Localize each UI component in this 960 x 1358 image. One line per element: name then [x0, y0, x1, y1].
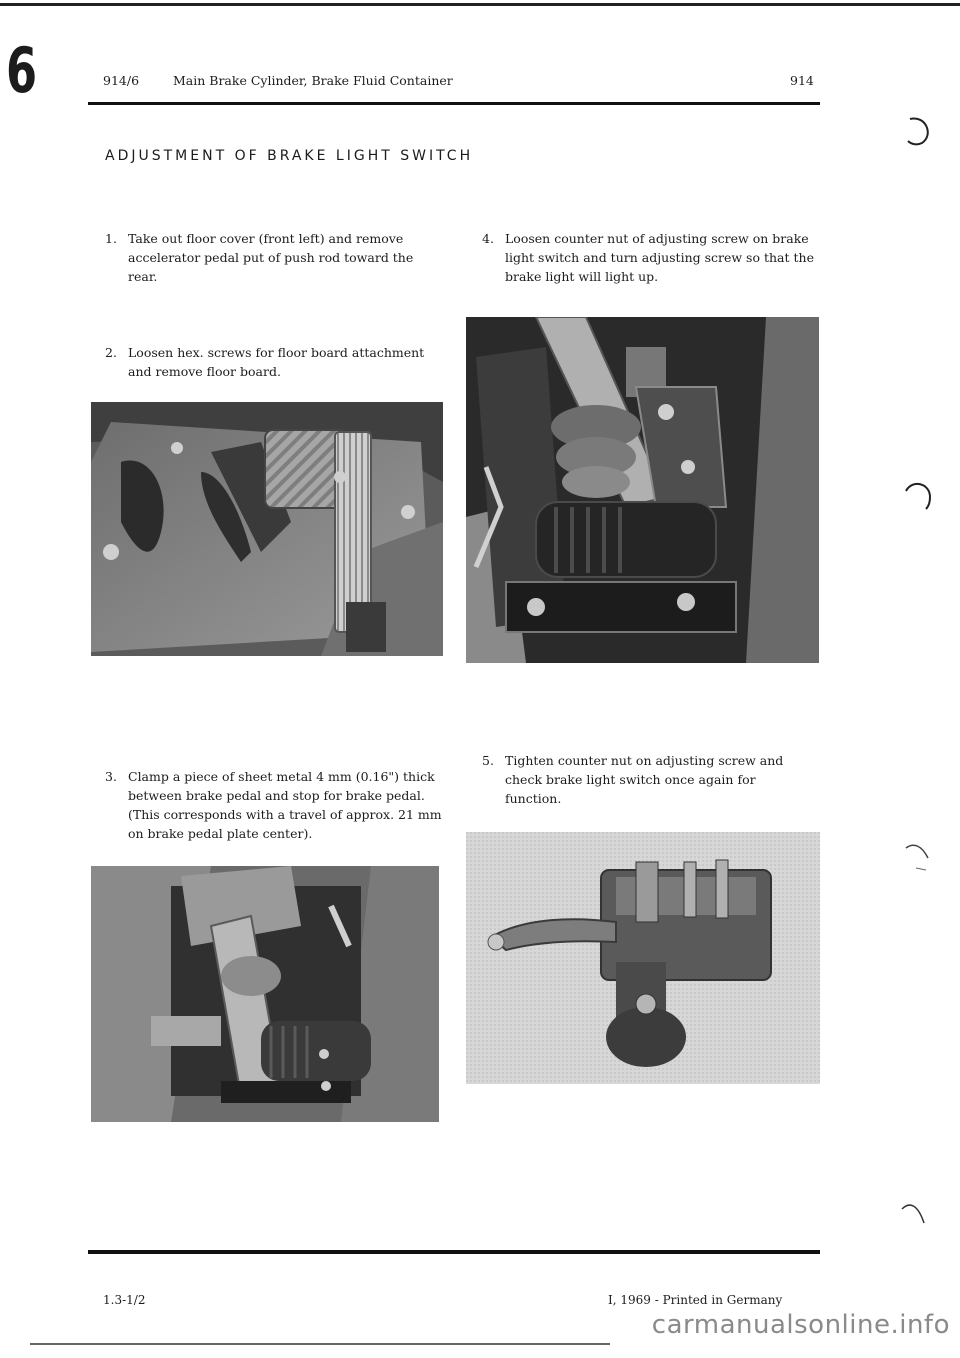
step-text: Take out floor cover (front left) and remove accelerator pedal put of push rod toward the rear.	[128, 231, 414, 284]
binder-hole-mark	[898, 1197, 928, 1231]
photo-floor-pedals	[91, 402, 443, 656]
watermark: carmanualsonline.info	[651, 1310, 950, 1340]
header-rule	[88, 102, 820, 105]
step-number: 4.	[482, 231, 494, 246]
step-2	[105, 343, 450, 381]
photo-brake-pedal-clamp	[91, 866, 439, 1122]
step-number: 2.	[105, 345, 117, 360]
step-text: Clamp a piece of sheet metal 4 mm (0.16") thick between brake pedal and stop for brake pedal. (This corresponds with a travel of approx. 21 mm on brake pedal plate center).	[128, 769, 442, 841]
step-text: Tighten counter nut on adjusting screw and check brake light switch once again for function.	[505, 753, 784, 806]
binder-hole-mark	[900, 477, 936, 513]
step-number: 3.	[105, 769, 117, 784]
step-5	[482, 751, 812, 808]
photo-brake-light-switch-assembly	[466, 317, 819, 663]
step-3	[105, 767, 450, 843]
step-1	[105, 229, 443, 286]
section-number: 6	[6, 34, 38, 107]
binder-hole-mark	[902, 838, 932, 872]
photo-brake-light-switch	[466, 832, 820, 1084]
footer-rule	[88, 1250, 820, 1254]
edition-note: I, 1969 - Printed in Germany	[608, 1293, 783, 1307]
step-text: Loosen hex. screws for floor board attachment and remove floor board.	[128, 345, 425, 379]
header-title: Main Brake Cylinder, Brake Fluid Container	[173, 73, 453, 88]
step-number: 1.	[105, 231, 117, 246]
header-model-right: 914	[790, 73, 814, 88]
step-number: 5.	[482, 753, 494, 768]
page-reference: 1.3-1/2	[103, 1293, 146, 1307]
scan-top-rule	[0, 3, 960, 6]
binder-hole-mark	[900, 113, 936, 149]
step-text: Loosen counter nut of adjusting screw on brake light switch and turn adjusting screw so that the brake light will light up.	[505, 231, 814, 284]
scan-bottom-line	[30, 1343, 610, 1345]
header-model: 914/6	[103, 73, 140, 88]
page-title: ADJUSTMENT OF BRAKE LIGHT SWITCH	[105, 148, 474, 164]
step-4	[482, 229, 822, 286]
